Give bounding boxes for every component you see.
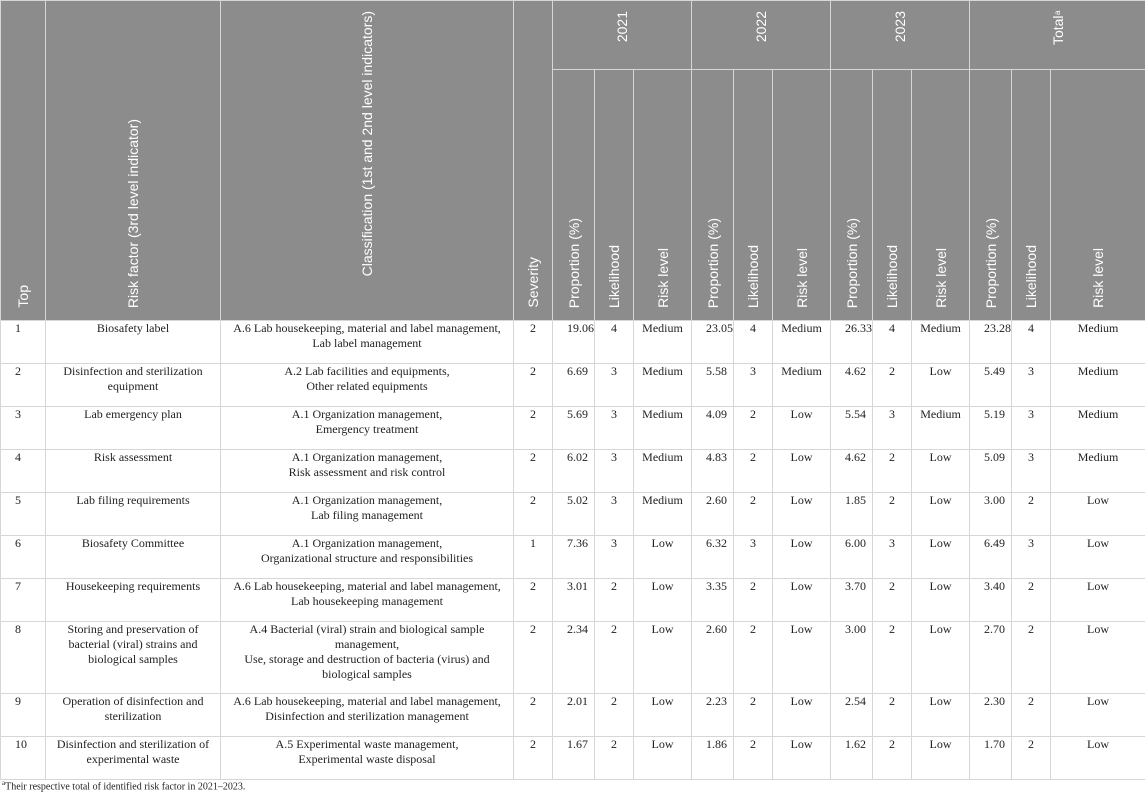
classification-line-1: A.6 Lab housekeeping, material and label management, [233,579,501,593]
cell-total-proportion: 3.40 [970,579,1012,622]
cell-2021-risk-level: Low [634,579,692,622]
header-year-2023-label: 2023 [892,11,909,43]
header-2023-likelihood [873,70,912,321]
cell-severity: 2 [514,364,553,407]
classification-line-2: Disinfection and sterilization management [265,709,469,723]
cell-classification [221,579,514,622]
cell-2022-risk-level: Low [773,450,831,493]
cell-risk-factor: Operation of disinfection and sterilization [46,694,221,737]
cell-2022-proportion: 2.60 [692,493,734,536]
cell-2022-likelihood: 2 [734,450,773,493]
cell-total-risk-level: Low [1051,622,1145,694]
cell-severity: 2 [514,737,553,780]
header-sub-label: Proportion (%) [982,217,999,308]
cell-2021-likelihood: 2 [595,737,634,780]
cell-top: 3 [1,407,46,450]
cell-2023-proportion: 26.33 [831,321,873,364]
table-row [1,737,1145,780]
header-year-2021-label: 2021 [614,11,630,43]
cell-2023-proportion: 3.70 [831,579,873,622]
header-2023-risk-level [912,70,970,321]
cell-2023-likelihood: 2 [873,622,912,694]
header-top [1,1,46,321]
cell-severity: 2 [514,622,553,694]
cell-2022-risk-level: Low [773,622,831,694]
cell-total-likelihood: 3 [1012,364,1051,407]
cell-risk-factor: Lab emergency plan [46,407,221,450]
cell-2021-proportion: 5.69 [553,407,595,450]
table-row [1,579,1145,622]
cell-2021-proportion: 19.06 [553,321,595,364]
header-sub-label: Proportion (%) [565,217,582,308]
cell-2021-likelihood: 3 [595,407,634,450]
cell-2021-likelihood: 3 [595,450,634,493]
cell-2021-likelihood: 3 [595,536,634,579]
classification-line-1: A.1 Organization management, [291,493,443,507]
header-sub-label: Risk level [932,248,949,308]
header-sub-label: Risk level [793,248,810,308]
cell-2021-risk-level: Medium [634,450,692,493]
classification-line-1: A.6 Lab housekeeping, material and label management, [233,694,501,708]
cell-2021-likelihood: 2 [595,694,634,737]
cell-top: 6 [1,536,46,579]
cell-2022-likelihood: 3 [734,364,773,407]
footnote-marker: a [2,779,6,787]
header-severity-label: Severity [525,257,541,308]
cell-2021-likelihood: 3 [595,364,634,407]
header-2021-likelihood [595,70,634,321]
cell-classification [221,450,514,493]
header-total-proportion [970,70,1012,321]
cell-2023-risk-level: Low [912,364,970,407]
table-body [1,321,1145,780]
cell-2022-likelihood: 2 [734,579,773,622]
cell-risk-factor: Disinfection and sterilization of experimental waste [46,737,221,780]
cell-2021-likelihood: 3 [595,493,634,536]
header-total-text: Total [1049,15,1066,46]
cell-2023-proportion: 4.62 [831,450,873,493]
cell-total-risk-level: Low [1051,493,1145,536]
header-year-2021 [553,1,692,70]
cell-2022-proportion: 1.86 [692,737,734,780]
header-total-likelihood [1012,70,1051,321]
cell-2022-likelihood: 2 [734,622,773,694]
cell-top: 7 [1,579,46,622]
cell-2022-proportion: 2.23 [692,694,734,737]
cell-2023-likelihood: 3 [873,407,912,450]
cell-2023-likelihood: 4 [873,321,912,364]
cell-risk-factor: Risk assessment [46,450,221,493]
cell-classification [221,622,514,694]
classification-line-1: A.5 Experimental waste management, [275,737,459,751]
cell-total-likelihood: 2 [1012,694,1051,737]
cell-2022-proportion: 3.35 [692,579,734,622]
header-top-label: Top [15,285,31,308]
cell-2023-risk-level: Medium [912,407,970,450]
cell-2023-risk-level: Low [912,694,970,737]
cell-2023-likelihood: 2 [873,450,912,493]
cell-2021-proportion: 1.67 [553,737,595,780]
cell-2023-likelihood: 2 [873,694,912,737]
cell-2022-risk-level: Medium [773,321,831,364]
cell-total-likelihood: 4 [1012,321,1051,364]
cell-2022-likelihood: 2 [734,407,773,450]
cell-2021-risk-level: Low [634,622,692,694]
header-total [970,1,1145,70]
cell-total-likelihood: 3 [1012,536,1051,579]
cell-classification [221,694,514,737]
cell-2022-proportion: 4.09 [692,407,734,450]
cell-total-likelihood: 2 [1012,579,1051,622]
classification-line-1: A.1 Organization management, [291,407,443,421]
cell-2021-likelihood: 2 [595,622,634,694]
cell-total-risk-level: Low [1051,579,1145,622]
cell-2023-proportion: 1.85 [831,493,873,536]
header-classification [221,1,514,321]
cell-2022-likelihood: 2 [734,493,773,536]
footnote-text: Their respective total of identified risk factor in 2021–2023. [5,781,246,793]
cell-total-proportion: 5.19 [970,407,1012,450]
header-sub-label: Proportion (%) [704,217,721,308]
header-year-2023 [831,1,970,70]
cell-severity: 2 [514,407,553,450]
cell-top: 1 [1,321,46,364]
cell-2021-likelihood: 4 [595,321,634,364]
cell-2022-likelihood: 2 [734,737,773,780]
header-2022-risk-level [773,70,831,321]
cell-2021-risk-level: Medium [634,321,692,364]
classification-line-2: Use, storage and destruction of bacteria (virus) and biological samples [244,652,490,681]
cell-2021-risk-level: Low [634,536,692,579]
cell-total-risk-level: Medium [1051,450,1145,493]
cell-top: 5 [1,493,46,536]
table-row [1,622,1145,694]
cell-2023-risk-level: Low [912,493,970,536]
cell-top: 2 [1,364,46,407]
table-row [1,321,1145,364]
classification-line-2: Risk assessment and risk control [288,465,446,479]
cell-2022-risk-level: Medium [773,364,831,407]
cell-severity: 2 [514,450,553,493]
cell-total-risk-level: Low [1051,694,1145,737]
cell-severity: 2 [514,694,553,737]
cell-2023-likelihood: 2 [873,579,912,622]
cell-total-risk-level: Medium [1051,321,1145,364]
cell-2021-proportion: 2.01 [553,694,595,737]
cell-2022-risk-level: Low [773,536,831,579]
cell-2021-proportion: 5.02 [553,493,595,536]
cell-2022-proportion: 23.05 [692,321,734,364]
cell-2023-proportion: 6.00 [831,536,873,579]
cell-total-proportion: 1.70 [970,737,1012,780]
cell-2022-proportion: 6.32 [692,536,734,579]
cell-classification [221,364,514,407]
classification-line-2: Other related equipments [306,379,428,393]
cell-2021-proportion: 2.34 [553,622,595,694]
classification-line-1: A.1 Organization management, [291,536,443,550]
cell-total-likelihood: 3 [1012,450,1051,493]
cell-total-likelihood: 2 [1012,493,1051,536]
header-sub-label: Proportion (%) [843,217,860,308]
header-sub-label: Likelihood [745,244,762,308]
classification-line-2: Experimental waste disposal [298,752,436,766]
cell-severity: 2 [514,579,553,622]
cell-risk-factor: Disinfection and sterilization equipment [46,364,221,407]
cell-2022-risk-level: Low [773,694,831,737]
header-year-2022 [692,1,831,70]
cell-2023-likelihood: 2 [873,364,912,407]
cell-2022-proportion: 5.58 [692,364,734,407]
cell-total-likelihood: 3 [1012,407,1051,450]
classification-line-2: Emergency treatment [315,422,419,436]
cell-2021-risk-level: Low [634,694,692,737]
cell-total-risk-level: Medium [1051,364,1145,407]
table-row [1,450,1145,493]
cell-2022-likelihood: 4 [734,321,773,364]
cell-risk-factor: Storing and preservation of bacterial (viral) strains and biological samples [46,622,221,694]
classification-line-2: Lab filing management [311,508,423,522]
header-2023-proportion [831,70,873,321]
cell-classification [221,493,514,536]
cell-risk-factor: Biosafety label [46,321,221,364]
cell-2023-risk-level: Low [912,737,970,780]
cell-severity: 2 [514,321,553,364]
cell-2023-likelihood: 3 [873,536,912,579]
cell-total-proportion: 2.70 [970,622,1012,694]
cell-2022-risk-level: Low [773,737,831,780]
header-total-label [1051,11,1065,45]
cell-total-risk-level: Medium [1051,407,1145,450]
classification-line-1: A.2 Lab facilities and equipments, [284,364,450,378]
header-2022-proportion [692,70,734,321]
cell-risk-factor: Lab filing requirements [46,493,221,536]
cell-2021-risk-level: Low [634,737,692,780]
header-sub-label: Likelihood [1023,244,1040,308]
header-2021-risk-level [634,70,692,321]
cell-classification [221,737,514,780]
header-2021-proportion [553,70,595,321]
cell-2023-proportion: 4.62 [831,364,873,407]
cell-2022-proportion: 4.83 [692,450,734,493]
cell-classification [221,536,514,579]
table-row [1,536,1145,579]
cell-top: 4 [1,450,46,493]
cell-risk-factor: Housekeeping requirements [46,579,221,622]
cell-2022-risk-level: Low [773,493,831,536]
cell-severity: 1 [514,536,553,579]
table-row [1,407,1145,450]
cell-top: 10 [1,737,46,780]
cell-severity: 2 [514,493,553,536]
cell-2021-proportion: 6.69 [553,364,595,407]
cell-2023-risk-level: Medium [912,321,970,364]
cell-classification [221,321,514,364]
cell-2023-risk-level: Low [912,450,970,493]
cell-2021-risk-level: Medium [634,407,692,450]
header-risk-factor-label: Risk factor (3rd level indicator) [125,118,141,308]
cell-2021-likelihood: 2 [595,579,634,622]
table-row [1,694,1145,737]
cell-2022-risk-level: Low [773,407,831,450]
classification-line-1: A.1 Organization management, [291,450,443,464]
cell-total-proportion: 3.00 [970,493,1012,536]
cell-2022-risk-level: Low [773,579,831,622]
classification-line-1: A.4 Bacterial (viral) strain and biological sample management, [249,622,485,651]
cell-2023-risk-level: Low [912,579,970,622]
cell-2023-proportion: 5.54 [831,407,873,450]
cell-2023-likelihood: 2 [873,737,912,780]
cell-classification [221,407,514,450]
cell-2022-proportion: 2.60 [692,622,734,694]
classification-line-1: A.6 Lab housekeeping, material and label management, [233,321,501,335]
cell-2023-proportion: 2.54 [831,694,873,737]
cell-2023-likelihood: 2 [873,493,912,536]
cell-risk-factor: Biosafety Committee [46,536,221,579]
cell-2021-proportion: 7.36 [553,536,595,579]
table-row [1,364,1145,407]
cell-2023-risk-level: Low [912,536,970,579]
header-sub-label: Likelihood [606,244,622,308]
classification-line-2: Organizational structure and responsibilities [260,551,474,565]
header-total-superscript: a [1052,11,1062,16]
cell-top: 9 [1,694,46,737]
cell-2022-likelihood: 3 [734,536,773,579]
header-sub-label: Risk level [1090,248,1107,308]
cell-2021-risk-level: Medium [634,364,692,407]
header-total-risk-level [1051,70,1145,321]
cell-2023-proportion: 3.00 [831,622,873,694]
header-year-2022-label: 2022 [753,11,770,43]
cell-2021-proportion: 6.02 [553,450,595,493]
classification-line-2: Lab housekeeping management [291,594,443,608]
cell-total-proportion: 5.09 [970,450,1012,493]
header-sub-label: Risk level [654,248,671,308]
cell-2023-proportion: 1.62 [831,737,873,780]
header-risk-factor [46,1,221,321]
cell-top: 8 [1,622,46,694]
header-severity [514,1,553,321]
cell-total-proportion: 2.30 [970,694,1012,737]
classification-line-2: Lab label management [312,336,422,350]
cell-2021-risk-level: Medium [634,493,692,536]
cell-total-proportion: 6.49 [970,536,1012,579]
cell-total-proportion: 23.28 [970,321,1012,364]
cell-total-risk-level: Low [1051,536,1145,579]
header-sub-label: Likelihood [884,244,901,308]
header-classification-label: Classification (1st and 2nd level indicators) [359,11,375,277]
table-footnote [2,779,245,792]
cell-total-likelihood: 2 [1012,622,1051,694]
table-row [1,493,1145,536]
cell-2022-likelihood: 2 [734,694,773,737]
cell-2023-risk-level: Low [912,622,970,694]
cell-2021-proportion: 3.01 [553,579,595,622]
cell-total-risk-level: Low [1051,737,1145,780]
cell-total-proportion: 5.49 [970,364,1012,407]
cell-total-likelihood: 2 [1012,737,1051,780]
header-2022-likelihood [734,70,773,321]
